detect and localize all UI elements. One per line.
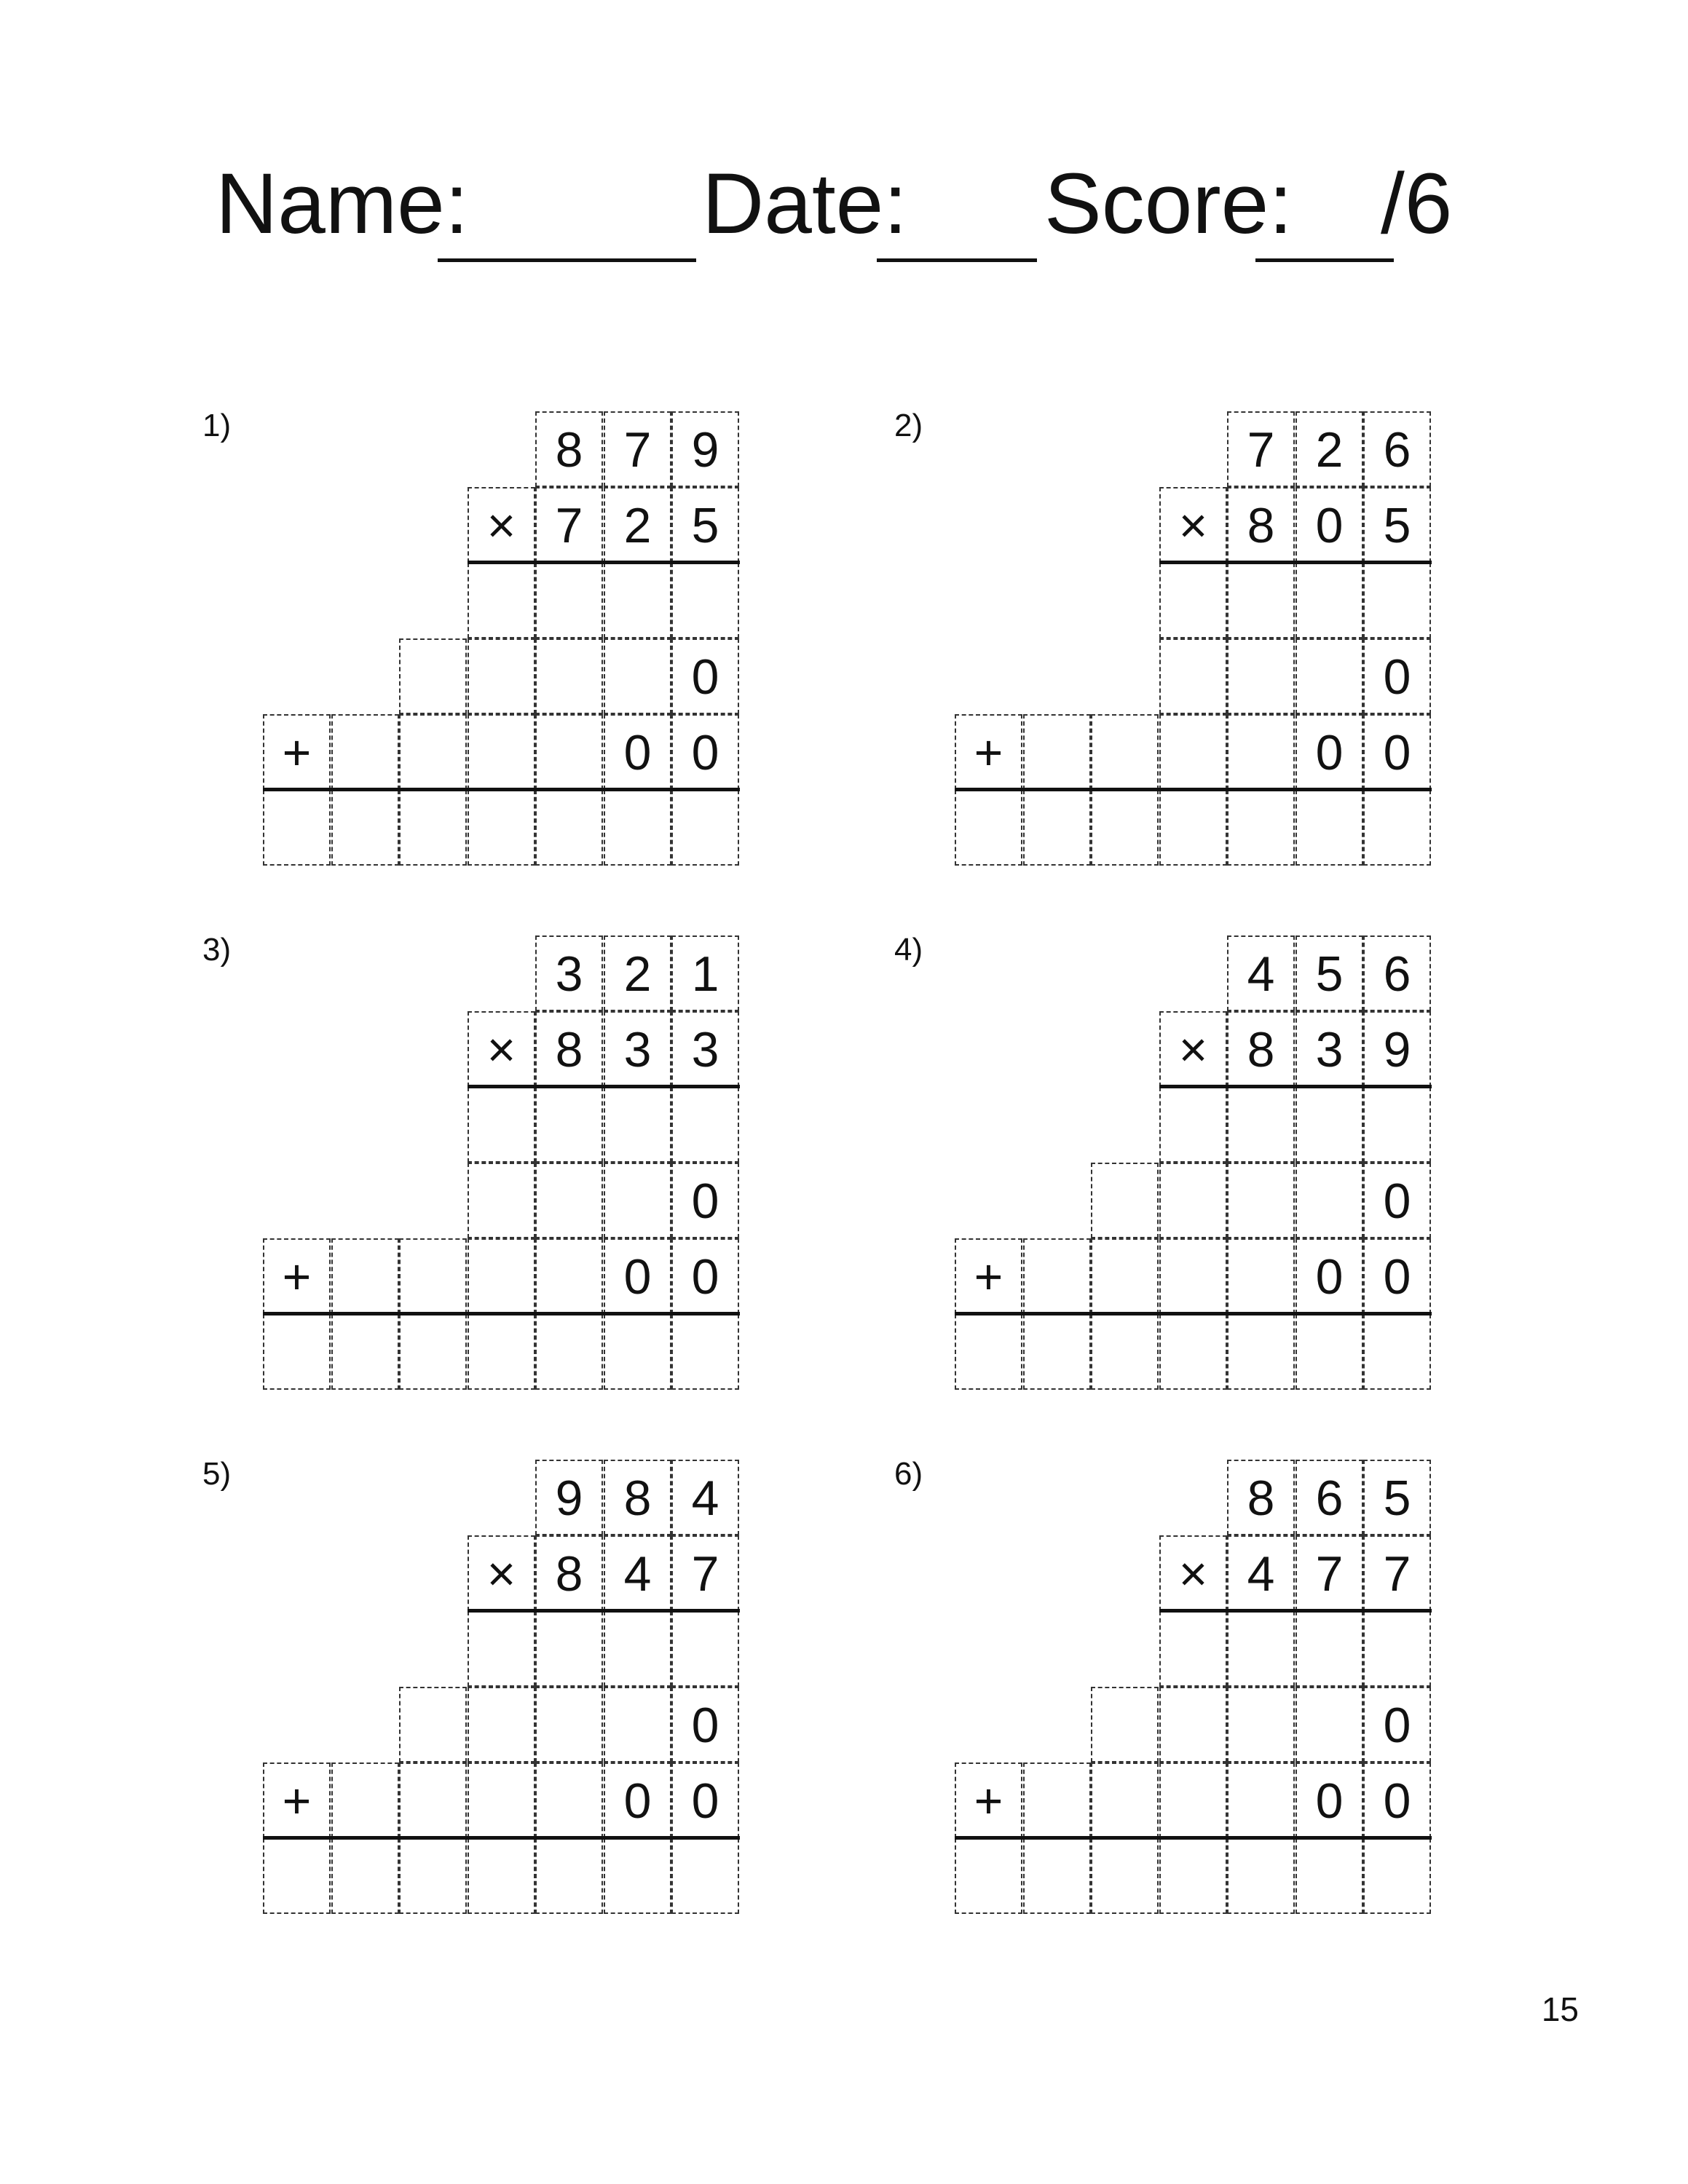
multiplicand-digit: 2 (604, 935, 671, 1011)
answer-cell[interactable] (671, 1087, 739, 1163)
multiplicand-digit: 6 (1295, 1460, 1363, 1535)
answer-cell[interactable] (1023, 714, 1091, 790)
multiplicand-digit: 5 (1295, 935, 1363, 1011)
product-rule (468, 561, 740, 564)
multiplicand-digit: 7 (604, 411, 671, 487)
multiplier-digit: 8 (1227, 1011, 1295, 1087)
answer-cell[interactable] (399, 1238, 467, 1314)
answer-cell[interactable] (604, 563, 671, 638)
answer-cell[interactable] (1363, 1314, 1431, 1390)
placeholder-zero: 0 (1295, 1762, 1363, 1838)
placeholder-zero: 0 (1363, 1238, 1431, 1314)
answer-cell[interactable] (1091, 1762, 1159, 1838)
answer-cell[interactable] (1023, 1762, 1091, 1838)
answer-cell[interactable] (1227, 638, 1295, 714)
date-label: Date: (702, 156, 908, 252)
sum-rule (955, 788, 1432, 791)
answer-cell[interactable] (1159, 1762, 1227, 1838)
answer-cell[interactable] (1227, 1838, 1295, 1914)
answer-cell[interactable] (955, 790, 1022, 866)
placeholder-zero: 0 (604, 1762, 671, 1838)
answer-cell[interactable] (263, 1838, 331, 1914)
answer-cell[interactable] (1091, 1314, 1159, 1390)
placeholder-zero: 0 (671, 1163, 739, 1238)
sum-rule (263, 788, 740, 791)
multiplication-problem (202, 408, 887, 903)
placeholder-zero: 0 (1363, 638, 1431, 714)
score-total: /6 (1381, 156, 1453, 252)
answer-cell[interactable] (535, 638, 603, 714)
multiplier-digit: 3 (671, 1011, 739, 1087)
sum-rule (263, 1312, 740, 1315)
name-label: Name: (216, 156, 469, 252)
multiplier-digit: 7 (1295, 1535, 1363, 1611)
answer-cell[interactable] (535, 1838, 603, 1914)
answer-cell[interactable] (331, 790, 399, 866)
worksheet-header (216, 149, 1497, 273)
product-rule (1159, 1609, 1432, 1613)
answer-cell[interactable] (1295, 1838, 1363, 1914)
product-rule (1159, 1085, 1432, 1088)
answer-cell[interactable] (1023, 790, 1091, 866)
answer-cell[interactable] (535, 1087, 603, 1163)
answer-cell[interactable] (331, 1238, 399, 1314)
answer-cell[interactable] (604, 1087, 671, 1163)
plus-sign: + (955, 714, 1022, 790)
answer-cell[interactable] (468, 1163, 535, 1238)
answer-cell[interactable] (468, 790, 535, 866)
placeholder-zero: 0 (1295, 714, 1363, 790)
sum-rule (263, 1836, 740, 1840)
answer-cell[interactable] (955, 1314, 1022, 1390)
times-sign: × (468, 1011, 535, 1087)
multiplicand-digit: 9 (535, 1460, 603, 1535)
multiplier-digit: 3 (604, 1011, 671, 1087)
answer-cell[interactable] (535, 563, 603, 638)
answer-cell[interactable] (1227, 1087, 1295, 1163)
plus-sign: + (263, 714, 331, 790)
problem-number: 2) (894, 408, 923, 443)
multiplier-digit: 0 (1295, 487, 1363, 563)
name-blank[interactable] (438, 258, 696, 262)
product-rule (1159, 561, 1432, 564)
answer-cell[interactable] (1159, 790, 1227, 866)
multiplication-problem (894, 408, 1579, 903)
times-sign: × (1159, 1535, 1227, 1611)
answer-cell[interactable] (1227, 714, 1295, 790)
answer-cell[interactable] (399, 790, 467, 866)
answer-cell[interactable] (468, 1838, 535, 1914)
placeholder-zero: 0 (671, 1238, 739, 1314)
answer-cell[interactable] (535, 1314, 603, 1390)
placeholder-zero: 0 (1363, 1762, 1431, 1838)
answer-cell[interactable] (1363, 1087, 1431, 1163)
answer-cell[interactable] (1227, 1238, 1295, 1314)
answer-cell[interactable] (604, 1838, 671, 1914)
answer-cell[interactable] (535, 1762, 603, 1838)
answer-cell[interactable] (1091, 1238, 1159, 1314)
multiplier-digit: 5 (671, 487, 739, 563)
answer-cell[interactable] (1091, 1687, 1159, 1762)
answer-cell[interactable] (604, 1611, 671, 1687)
multiplicand-digit: 3 (535, 935, 603, 1011)
multiplicand-digit: 1 (671, 935, 739, 1011)
answer-cell[interactable] (604, 1314, 671, 1390)
multiplicand-digit: 7 (1227, 411, 1295, 487)
answer-cell[interactable] (1295, 1687, 1363, 1762)
multiplier-digit: 7 (1363, 1535, 1431, 1611)
problem-number: 5) (202, 1456, 232, 1492)
answer-cell[interactable] (399, 638, 467, 714)
score-blank[interactable] (1255, 258, 1394, 262)
answer-cell[interactable] (263, 1314, 331, 1390)
answer-cell[interactable] (1023, 1314, 1091, 1390)
answer-cell[interactable] (468, 1314, 535, 1390)
answer-cell[interactable] (604, 1163, 671, 1238)
multiplier-digit: 5 (1363, 487, 1431, 563)
multiplicand-digit: 9 (671, 411, 739, 487)
answer-cell[interactable] (1023, 1838, 1091, 1914)
answer-cell[interactable] (1159, 638, 1227, 714)
answer-cell[interactable] (1363, 790, 1431, 866)
product-rule (468, 1609, 740, 1613)
multiplicand-digit: 2 (1295, 411, 1363, 487)
answer-cell[interactable] (1159, 1163, 1227, 1238)
answer-cell[interactable] (468, 714, 535, 790)
answer-cell[interactable] (331, 1838, 399, 1914)
answer-cell[interactable] (399, 1314, 467, 1390)
times-sign: × (468, 1535, 535, 1611)
answer-cell[interactable] (1091, 714, 1159, 790)
answer-cell[interactable] (1227, 1314, 1295, 1390)
multiplier-digit: 4 (1227, 1535, 1295, 1611)
product-rule (468, 1085, 740, 1088)
times-sign: × (468, 487, 535, 563)
answer-cell[interactable] (1159, 563, 1227, 638)
answer-cell[interactable] (1159, 1314, 1227, 1390)
answer-cell[interactable] (399, 1838, 467, 1914)
answer-cell[interactable] (468, 1087, 535, 1163)
answer-cell[interactable] (671, 1314, 739, 1390)
answer-cell[interactable] (1159, 1087, 1227, 1163)
answer-cell[interactable] (468, 1238, 535, 1314)
date-blank[interactable] (877, 258, 1037, 262)
multiplicand-digit: 6 (1363, 935, 1431, 1011)
answer-cell[interactable] (263, 790, 331, 866)
answer-cell[interactable] (604, 1687, 671, 1762)
placeholder-zero: 0 (1295, 1238, 1363, 1314)
multiplication-problem (894, 932, 1579, 1427)
answer-cell[interactable] (1023, 1238, 1091, 1314)
answer-cell[interactable] (1227, 790, 1295, 866)
answer-cell[interactable] (955, 1838, 1022, 1914)
answer-cell[interactable] (671, 1838, 739, 1914)
page-number: 15 (1541, 1990, 1579, 2028)
answer-cell[interactable] (1159, 1238, 1227, 1314)
answer-cell[interactable] (331, 1762, 399, 1838)
answer-cell[interactable] (1295, 1611, 1363, 1687)
placeholder-zero: 0 (1363, 714, 1431, 790)
answer-cell[interactable] (468, 563, 535, 638)
multiplier-digit: 8 (535, 1535, 603, 1611)
answer-cell[interactable] (399, 714, 467, 790)
problem-number: 4) (894, 932, 923, 968)
answer-cell[interactable] (331, 1314, 399, 1390)
multiplier-digit: 9 (1363, 1011, 1431, 1087)
answer-cell[interactable] (671, 1611, 739, 1687)
answer-cell[interactable] (604, 638, 671, 714)
score-label: Score: (1044, 156, 1293, 252)
answer-cell[interactable] (331, 714, 399, 790)
answer-cell[interactable] (535, 1687, 603, 1762)
answer-cell[interactable] (1295, 1314, 1363, 1390)
answer-cell[interactable] (468, 638, 535, 714)
answer-cell[interactable] (1159, 1611, 1227, 1687)
multiplicand-digit: 8 (1227, 1460, 1295, 1535)
answer-cell[interactable] (1227, 1687, 1295, 1762)
multiplicand-digit: 8 (604, 1460, 671, 1535)
answer-cell[interactable] (1227, 1163, 1295, 1238)
answer-cell[interactable] (604, 790, 671, 866)
answer-cell[interactable] (1227, 1611, 1295, 1687)
answer-cell[interactable] (1295, 790, 1363, 866)
answer-cell[interactable] (1295, 638, 1363, 714)
answer-cell[interactable] (1295, 1087, 1363, 1163)
multiplier-digit: 3 (1295, 1011, 1363, 1087)
answer-cell[interactable] (1091, 1163, 1159, 1238)
answer-cell[interactable] (1227, 1762, 1295, 1838)
answer-cell[interactable] (1363, 563, 1431, 638)
plus-sign: + (955, 1238, 1022, 1314)
answer-cell[interactable] (1091, 1838, 1159, 1914)
problem-number: 6) (894, 1456, 923, 1492)
multiplicand-digit: 6 (1363, 411, 1431, 487)
placeholder-zero: 0 (671, 714, 739, 790)
answer-cell[interactable] (1159, 1687, 1227, 1762)
multiplier-digit: 8 (535, 1011, 603, 1087)
placeholder-zero: 0 (671, 638, 739, 714)
placeholder-zero: 0 (604, 1238, 671, 1314)
multiplicand-digit: 8 (535, 411, 603, 487)
plus-sign: + (263, 1762, 331, 1838)
answer-cell[interactable] (1227, 563, 1295, 638)
answer-cell[interactable] (535, 790, 603, 866)
answer-cell[interactable] (535, 1238, 603, 1314)
multiplication-problem (202, 932, 887, 1427)
sum-rule (955, 1836, 1432, 1840)
times-sign: × (1159, 487, 1227, 563)
answer-cell[interactable] (1363, 1611, 1431, 1687)
placeholder-zero: 0 (1363, 1687, 1431, 1762)
multiplicand-digit: 4 (1227, 935, 1295, 1011)
answer-cell[interactable] (535, 1611, 603, 1687)
multiplicand-digit: 4 (671, 1460, 739, 1535)
multiplier-digit: 4 (604, 1535, 671, 1611)
multiplier-digit: 2 (604, 487, 671, 563)
multiplicand-digit: 5 (1363, 1460, 1431, 1535)
answer-cell[interactable] (399, 1762, 467, 1838)
plus-sign: + (263, 1238, 331, 1314)
answer-cell[interactable] (671, 790, 739, 866)
multiplication-problem (202, 1456, 887, 1951)
answer-cell[interactable] (671, 563, 739, 638)
problem-number: 1) (202, 408, 232, 443)
answer-cell[interactable] (468, 1611, 535, 1687)
sum-rule (955, 1312, 1432, 1315)
plus-sign: + (955, 1762, 1022, 1838)
answer-cell[interactable] (468, 1762, 535, 1838)
answer-cell[interactable] (535, 714, 603, 790)
answer-cell[interactable] (1295, 563, 1363, 638)
answer-cell[interactable] (1363, 1838, 1431, 1914)
placeholder-zero: 0 (1363, 1163, 1431, 1238)
answer-cell[interactable] (468, 1687, 535, 1762)
times-sign: × (1159, 1011, 1227, 1087)
placeholder-zero: 0 (671, 1687, 739, 1762)
multiplier-digit: 7 (671, 1535, 739, 1611)
answer-cell[interactable] (1091, 790, 1159, 866)
answer-cell[interactable] (1159, 714, 1227, 790)
multiplier-digit: 8 (1227, 487, 1295, 563)
multiplication-problem (894, 1456, 1579, 1951)
answer-cell[interactable] (1159, 1838, 1227, 1914)
problem-number: 3) (202, 932, 232, 968)
placeholder-zero: 0 (671, 1762, 739, 1838)
placeholder-zero: 0 (604, 714, 671, 790)
multiplier-digit: 7 (535, 487, 603, 563)
answer-cell[interactable] (1295, 1163, 1363, 1238)
answer-cell[interactable] (535, 1163, 603, 1238)
answer-cell[interactable] (399, 1687, 467, 1762)
